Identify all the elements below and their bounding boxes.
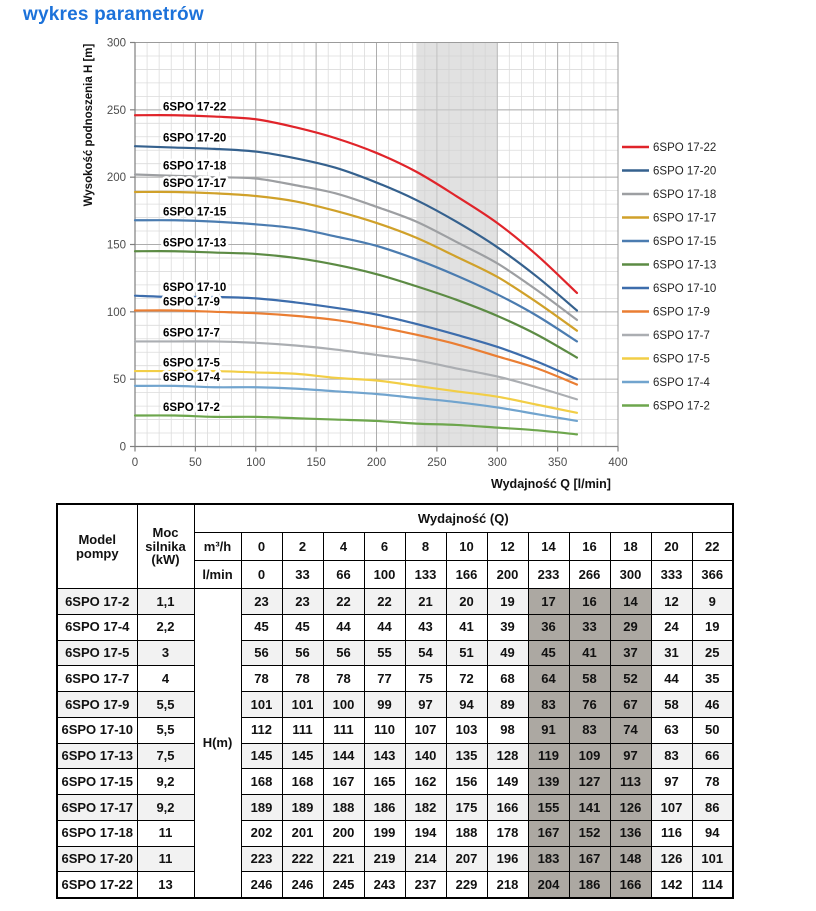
- cell-h-value: 101: [282, 692, 323, 718]
- cell-h-value: 140: [405, 743, 446, 769]
- cell-h-value: 135: [446, 743, 487, 769]
- legend-label: 6SPO 17-20: [653, 165, 717, 178]
- curve-label: 6SPO 17-18: [163, 160, 227, 173]
- cell-h-value: 200: [323, 820, 364, 846]
- cell-model: 6SPO 17-17: [57, 795, 137, 821]
- cell-h-value: 55: [364, 640, 405, 666]
- cell-h-value: 99: [364, 692, 405, 718]
- header-lmin-value: 233: [528, 561, 569, 589]
- cell-h-value: 68: [487, 666, 528, 692]
- table-row: [57, 589, 733, 615]
- cell-h-value: 12: [651, 589, 692, 615]
- legend-label: 6SPO 17-13: [653, 259, 717, 272]
- cell-h-value: 94: [692, 820, 733, 846]
- table-row: [57, 640, 733, 666]
- cell-h-value: 145: [282, 743, 323, 769]
- curve-label: 6SPO 17-5: [163, 357, 220, 370]
- cell-h-value: 91: [528, 717, 569, 743]
- x-tick-label: 50: [188, 457, 202, 469]
- cell-power: 11: [137, 846, 194, 872]
- table-row: [57, 717, 733, 743]
- cell-h-value: 54: [405, 640, 446, 666]
- col-header-power: Moc silnika (kW): [137, 504, 194, 589]
- header-lmin-value: 266: [569, 561, 610, 589]
- cell-h-value: 29: [610, 614, 651, 640]
- cell-h-value: 44: [364, 614, 405, 640]
- cell-h-value: 149: [487, 769, 528, 795]
- cell-power: 13: [137, 872, 194, 898]
- header-m3h-value: 16: [569, 533, 610, 561]
- cell-h-value: 86: [692, 795, 733, 821]
- cell-model: 6SPO 17-15: [57, 769, 137, 795]
- cell-h-value: 75: [405, 666, 446, 692]
- header-lmin-value: 333: [651, 561, 692, 589]
- header-lmin-value: 166: [446, 561, 487, 589]
- x-tick-label: 150: [306, 457, 326, 469]
- cell-h-value: 58: [569, 666, 610, 692]
- y-tick-label: 300: [106, 37, 126, 50]
- cell-model: 6SPO 17-4: [57, 614, 137, 640]
- x-tick-label: 200: [366, 457, 387, 469]
- cell-h-value: 37: [610, 640, 651, 666]
- cell-h-value: 21: [405, 589, 446, 615]
- cell-h-value: 189: [241, 795, 282, 821]
- series-line-6SPO-17-2: [135, 415, 577, 434]
- y-tick-label: 250: [106, 104, 126, 117]
- header-lmin-value: 66: [323, 561, 364, 589]
- table-row: [57, 820, 733, 846]
- y-tick-label: 100: [106, 306, 126, 319]
- cell-h-value: 237: [405, 872, 446, 898]
- table-row: [57, 872, 733, 898]
- cell-power: 2,2: [137, 614, 194, 640]
- cell-h-value: 20: [446, 589, 487, 615]
- cell-h-value: 155: [528, 795, 569, 821]
- cell-model: 6SPO 17-22: [57, 872, 137, 898]
- cell-h-value: 202: [241, 820, 282, 846]
- cell-h-value: 166: [487, 795, 528, 821]
- cell-h-value: 9: [692, 589, 733, 615]
- cell-h-value: 25: [692, 640, 733, 666]
- cell-h-value: 223: [241, 846, 282, 872]
- cell-h-value: 83: [528, 692, 569, 718]
- cell-model: 6SPO 17-20: [57, 846, 137, 872]
- cell-h-value: 186: [364, 795, 405, 821]
- cell-h-value: 145: [241, 743, 282, 769]
- cell-h-value: 23: [241, 589, 282, 615]
- cell-h-value: 207: [446, 846, 487, 872]
- cell-model: 6SPO 17-7: [57, 666, 137, 692]
- cell-h-value: 100: [323, 692, 364, 718]
- x-tick-label: 300: [487, 457, 507, 469]
- header-m3h-value: 12: [487, 533, 528, 561]
- cell-power: 3: [137, 640, 194, 666]
- cell-h-value: 39: [487, 614, 528, 640]
- cell-model: 6SPO 17-9: [57, 692, 137, 718]
- cell-h-value: 156: [446, 769, 487, 795]
- page-title: wykres parametrów: [23, 4, 204, 25]
- cell-h-value: 89: [487, 692, 528, 718]
- cell-h-value: 22: [323, 589, 364, 615]
- cell-h-value: 196: [487, 846, 528, 872]
- table-row: [57, 769, 733, 795]
- cell-model: 6SPO 17-18: [57, 820, 137, 846]
- cell-h-value: 165: [364, 769, 405, 795]
- cell-model: 6SPO 17-2: [57, 589, 137, 615]
- cell-h-value: 101: [241, 692, 282, 718]
- header-lmin-value: 0: [241, 561, 282, 589]
- cell-h-value: 175: [446, 795, 487, 821]
- header-lmin-value: 366: [692, 561, 733, 589]
- header-m3h-value: 22: [692, 533, 733, 561]
- cell-h-value: 168: [282, 769, 323, 795]
- cell-h-value: 44: [651, 666, 692, 692]
- cell-h-value: 36: [528, 614, 569, 640]
- cell-h-value: 141: [569, 795, 610, 821]
- cell-h-value: 33: [569, 614, 610, 640]
- header-m3h-value: 0: [241, 533, 282, 561]
- cell-h-value: 112: [241, 717, 282, 743]
- legend-label: 6SPO 17-5: [653, 353, 710, 366]
- x-tick-label: 400: [608, 457, 628, 469]
- cell-h-value: 78: [323, 666, 364, 692]
- cell-h-value: 229: [446, 872, 487, 898]
- cell-h-value: 222: [282, 846, 323, 872]
- cell-h-value: 22: [364, 589, 405, 615]
- cell-h-value: 44: [323, 614, 364, 640]
- cell-h-value: 204: [528, 872, 569, 898]
- unit-label-h: H(m): [194, 589, 241, 899]
- cell-h-value: 19: [692, 614, 733, 640]
- legend-label: 6SPO 17-9: [653, 306, 710, 319]
- x-axis-title: Wydajność Q [l/min]: [491, 477, 611, 491]
- col-header-model: Model pompy: [57, 504, 137, 589]
- cell-h-value: 56: [323, 640, 364, 666]
- header-lmin-value: 133: [405, 561, 446, 589]
- cell-h-value: 142: [651, 872, 692, 898]
- cell-h-value: 72: [446, 666, 487, 692]
- cell-h-value: 56: [282, 640, 323, 666]
- cell-h-value: 56: [241, 640, 282, 666]
- cell-h-value: 107: [651, 795, 692, 821]
- cell-h-value: 126: [651, 846, 692, 872]
- y-tick-label: 50: [113, 374, 126, 387]
- cell-h-value: 76: [569, 692, 610, 718]
- cell-h-value: 114: [692, 872, 733, 898]
- y-axis-title: Wysokość podnoszenia H [m]: [83, 43, 95, 207]
- col-header-flow: Wydajność (Q): [194, 504, 733, 533]
- y-tick-label: 0: [119, 441, 126, 454]
- cell-h-value: 74: [610, 717, 651, 743]
- cell-h-value: 49: [487, 640, 528, 666]
- cell-h-value: 41: [569, 640, 610, 666]
- cell-h-value: 46: [692, 692, 733, 718]
- table-row: [57, 692, 733, 718]
- cell-h-value: 45: [241, 614, 282, 640]
- header-m3h-value: 10: [446, 533, 487, 561]
- cell-h-value: 97: [651, 769, 692, 795]
- cell-h-value: 243: [364, 872, 405, 898]
- cell-h-value: 83: [569, 717, 610, 743]
- cell-model: 6SPO 17-5: [57, 640, 137, 666]
- cell-h-value: 35: [692, 666, 733, 692]
- curve-label: 6SPO 17-10: [163, 281, 227, 294]
- curve-label: 6SPO 17-2: [163, 401, 220, 414]
- cell-h-value: 17: [528, 589, 569, 615]
- cell-h-value: 245: [323, 872, 364, 898]
- header-m3h-value: 8: [405, 533, 446, 561]
- cell-h-value: 78: [282, 666, 323, 692]
- cell-h-value: 136: [610, 820, 651, 846]
- cell-h-value: 168: [241, 769, 282, 795]
- cell-h-value: 246: [282, 872, 323, 898]
- cell-power: 7,5: [137, 743, 194, 769]
- cell-h-value: 97: [405, 692, 446, 718]
- cell-h-value: 144: [323, 743, 364, 769]
- cell-h-value: 167: [323, 769, 364, 795]
- table-row: [57, 795, 733, 821]
- table-row: [57, 614, 733, 640]
- header-m3h-value: 2: [282, 533, 323, 561]
- cell-model: 6SPO 17-13: [57, 743, 137, 769]
- cell-power: 9,2: [137, 795, 194, 821]
- cell-h-value: 83: [651, 743, 692, 769]
- cell-h-value: 78: [241, 666, 282, 692]
- cell-h-value: 77: [364, 666, 405, 692]
- legend-label: 6SPO 17-4: [653, 377, 710, 389]
- cell-h-value: 201: [282, 820, 323, 846]
- cell-power: 11: [137, 820, 194, 846]
- cell-h-value: 23: [282, 589, 323, 615]
- curve-label: 6SPO 17-7: [163, 327, 220, 340]
- cell-h-value: 94: [446, 692, 487, 718]
- curve-label: 6SPO 17-4: [163, 372, 220, 385]
- cell-h-value: 116: [651, 820, 692, 846]
- cell-h-value: 19: [487, 589, 528, 615]
- table-row: [57, 666, 733, 692]
- cell-h-value: 107: [405, 717, 446, 743]
- cell-h-value: 188: [446, 820, 487, 846]
- cell-h-value: 183: [528, 846, 569, 872]
- cell-h-value: 45: [528, 640, 569, 666]
- table-header-row-1: [57, 504, 733, 533]
- parameters-table: [56, 503, 734, 899]
- cell-h-value: 214: [405, 846, 446, 872]
- cell-h-value: 194: [405, 820, 446, 846]
- cell-h-value: 24: [651, 614, 692, 640]
- cell-h-value: 218: [487, 872, 528, 898]
- curve-label: 6SPO 17-13: [163, 237, 227, 250]
- cell-h-value: 41: [446, 614, 487, 640]
- cell-power: 4: [137, 666, 194, 692]
- header-lmin-value: 200: [487, 561, 528, 589]
- cell-h-value: 128: [487, 743, 528, 769]
- cell-h-value: 52: [610, 666, 651, 692]
- cell-h-value: 50: [692, 717, 733, 743]
- cell-h-value: 167: [569, 846, 610, 872]
- x-tick-label: 0: [131, 457, 139, 469]
- cell-h-value: 178: [487, 820, 528, 846]
- cell-h-value: 166: [610, 872, 651, 898]
- legend-label: 6SPO 17-15: [653, 236, 717, 248]
- header-lmin-value: 33: [282, 561, 323, 589]
- cell-h-value: 66: [692, 743, 733, 769]
- cell-h-value: 111: [323, 717, 364, 743]
- y-tick-label: 200: [106, 172, 126, 185]
- cell-h-value: 199: [364, 820, 405, 846]
- header-m3h-value: 6: [364, 533, 405, 561]
- cell-h-value: 14: [610, 589, 651, 615]
- table-row: [57, 846, 733, 872]
- cell-h-value: 111: [282, 717, 323, 743]
- cell-h-value: 98: [487, 717, 528, 743]
- legend-label: 6SPO 17-22: [653, 142, 717, 154]
- header-m3h-value: 4: [323, 533, 364, 561]
- cell-h-value: 162: [405, 769, 446, 795]
- cell-h-value: 103: [446, 717, 487, 743]
- cell-h-value: 143: [364, 743, 405, 769]
- cell-h-value: 246: [241, 872, 282, 898]
- cell-h-value: 188: [323, 795, 364, 821]
- cell-h-value: 67: [610, 692, 651, 718]
- cell-h-value: 182: [405, 795, 446, 821]
- header-lmin-value: 300: [610, 561, 651, 589]
- cell-h-value: 45: [282, 614, 323, 640]
- header-m3h-value: 20: [651, 533, 692, 561]
- cell-h-value: 110: [364, 717, 405, 743]
- table-row: [57, 743, 733, 769]
- cell-h-value: 167: [528, 820, 569, 846]
- cell-h-value: 109: [569, 743, 610, 769]
- cell-h-value: 16: [569, 589, 610, 615]
- cell-h-value: 189: [282, 795, 323, 821]
- cell-h-value: 43: [405, 614, 446, 640]
- curve-label: 6SPO 17-17: [163, 178, 227, 191]
- curve-label: 6SPO 17-15: [163, 206, 227, 219]
- cell-h-value: 64: [528, 666, 569, 692]
- x-tick-label: 250: [427, 457, 447, 469]
- cell-h-value: 139: [528, 769, 569, 795]
- cell-model: 6SPO 17-10: [57, 717, 137, 743]
- cell-h-value: 113: [610, 769, 651, 795]
- x-tick-label: 100: [246, 457, 266, 469]
- cell-power: 9,2: [137, 769, 194, 795]
- cell-h-value: 97: [610, 743, 651, 769]
- curve-label: 6SPO 17-9: [163, 296, 220, 309]
- cell-h-value: 219: [364, 846, 405, 872]
- cell-h-value: 127: [569, 769, 610, 795]
- legend-label: 6SPO 17-18: [653, 189, 717, 201]
- cell-h-value: 221: [323, 846, 364, 872]
- unit-label-lmin: l/min: [194, 561, 241, 589]
- header-m3h-value: 18: [610, 533, 651, 561]
- cell-power: 1,1: [137, 589, 194, 615]
- legend-label: 6SPO 17-7: [653, 330, 710, 342]
- cell-h-value: 152: [569, 820, 610, 846]
- cell-power: 5,5: [137, 717, 194, 743]
- legend-label: 6SPO 17-2: [653, 400, 710, 413]
- header-m3h-value: 14: [528, 533, 569, 561]
- cell-h-value: 78: [692, 769, 733, 795]
- cell-h-value: 101: [692, 846, 733, 872]
- y-tick-label: 150: [106, 239, 126, 252]
- duty-range-band: [416, 43, 497, 447]
- cell-power: 5,5: [137, 692, 194, 718]
- cell-h-value: 63: [651, 717, 692, 743]
- cell-h-value: 126: [610, 795, 651, 821]
- x-tick-label: 350: [548, 457, 568, 469]
- legend-label: 6SPO 17-10: [653, 283, 717, 295]
- unit-label-m3h: m³/h: [194, 533, 241, 561]
- curve-label: 6SPO 17-22: [163, 101, 227, 114]
- cell-h-value: 58: [651, 692, 692, 718]
- header-lmin-value: 100: [364, 561, 405, 589]
- cell-h-value: 186: [569, 872, 610, 898]
- cell-h-value: 31: [651, 640, 692, 666]
- cell-h-value: 119: [528, 743, 569, 769]
- cell-h-value: 148: [610, 846, 651, 872]
- curve-label: 6SPO 17-20: [163, 132, 227, 145]
- legend-label: 6SPO 17-17: [653, 212, 717, 225]
- cell-h-value: 51: [446, 640, 487, 666]
